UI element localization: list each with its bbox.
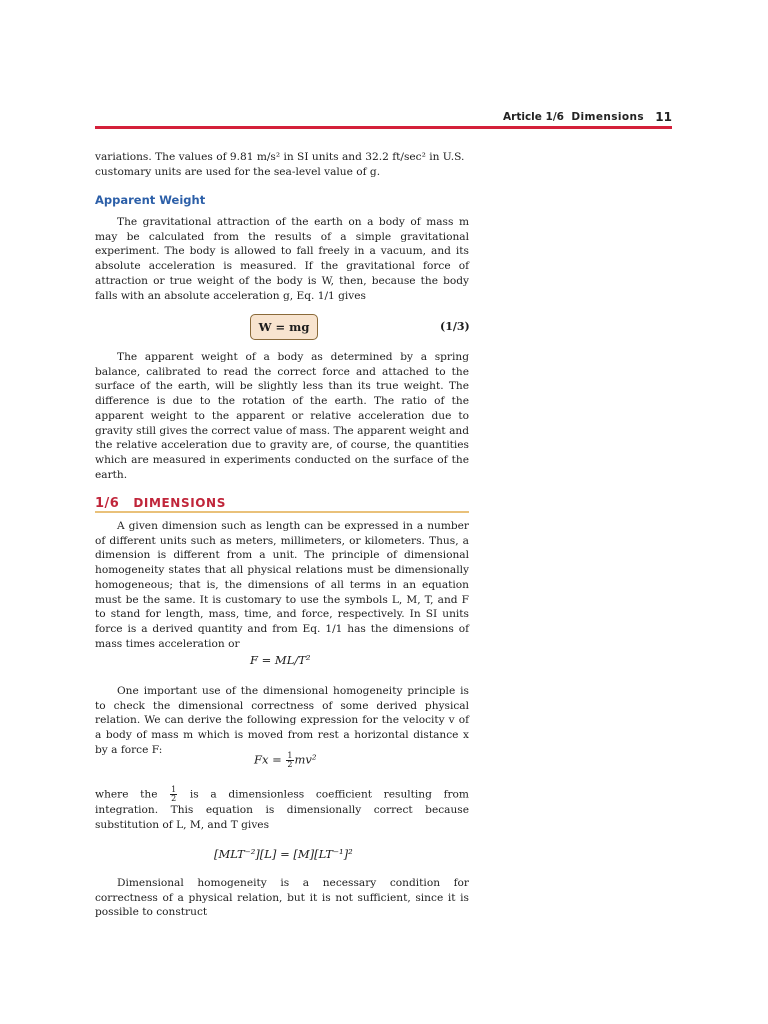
intro-line-2: customary units are used for the sea-level value of g. xyxy=(95,165,381,178)
intro-line-1: variations. The values of 9.81 m/s² in SI units and 32.2 ft/sec² in U.S. xyxy=(95,151,465,163)
page-number: 11 xyxy=(655,110,672,124)
fraction xyxy=(286,752,293,769)
article-label: Article 1/6 xyxy=(503,111,564,123)
section-heading xyxy=(95,496,469,511)
equation-work-energy xyxy=(254,752,317,769)
inline-fraction xyxy=(170,786,177,803)
para3-pre: where the xyxy=(95,788,158,801)
paragraph xyxy=(95,786,469,832)
paragraph: One important use of the dimensional homogeneity principle is to check the dimensional correctness of some derived physical relation. We can derive the following expression for the velocity v of a body of mass m which is moved from rest a horizontal distance x by a force F: xyxy=(95,685,469,756)
section-rule xyxy=(95,511,469,513)
eq-left: Fx = xyxy=(254,752,282,767)
paragraph: A given dimension such as length can be expressed in a number of different units such as meters, millimeters, or kilometers. Thus, a dimension is different from a unit. The principle of dimensional homogeneity states that all physical relations must be dimensionally homogeneous; that is, the dimensions of all terms in an equation must be the same. It is customary to use the symbols L, M, T, and F to stand for length, mass, time, and force, respectively. In SI units force is a derived quantity and from Eq. 1/1 has the dimensions of mass times acceleration or xyxy=(95,520,469,650)
para3-post: is a dimensionless coefficient resulting from integration. This equation is dimensionally correct because substitution of L, M, and T gives xyxy=(95,788,469,831)
dimensions-para-1 xyxy=(95,519,469,651)
header-rule xyxy=(95,126,672,129)
paragraph: The apparent weight of a body as determined by a spring balance, calibrated to read the correct force and attached to the surface of the earth, will be slightly less than its true weight. The difference is due to the rotation of the earth. The ratio of the apparent weight to the apparent or relative acceleration due to gravity still gives the correct value of mass. The apparent weight and the relative acceleration due to gravity are, of course, the quantities which are measured in experiments conducted on the surface of the earth. xyxy=(95,351,469,481)
equation-box: W = mg xyxy=(250,314,318,340)
paragraph: Dimensional homogeneity is a necessary condition for correctness of a physical relation, but it is not sufficient, since it is possible to construct xyxy=(95,877,469,919)
equation-dimensional-check: [MLT⁻²][L] = [M][LT⁻¹]² xyxy=(214,847,353,861)
dimensions-para-3 xyxy=(95,786,469,832)
equation-dimensions-force: F = ML/T² xyxy=(250,653,311,667)
section-title: DIMENSIONS xyxy=(133,496,226,510)
paragraph: The gravitational attraction of the earth on a body of mass m may be calculated from the results of a simple gravitational experiment. The body is allowed to fall freely in a vacuum, and its absolute acceleration is measured. If the gravitational force of attraction or true weight of the body is W, then, because the body falls with an absolute acceleration g, Eq. 1/1 gives xyxy=(95,216,469,302)
eq-right: mv² xyxy=(294,752,317,767)
apparent-weight-para-1 xyxy=(95,215,469,303)
fraction-numerator: 1 xyxy=(287,751,293,760)
intro-text xyxy=(95,150,469,179)
inline-fraction-denominator: 2 xyxy=(171,794,177,803)
dimensions-para-2 xyxy=(95,684,469,758)
fraction-denominator: 2 xyxy=(287,760,293,769)
apparent-weight-heading: Apparent Weight xyxy=(95,193,206,207)
dimensions-para-4 xyxy=(95,876,469,920)
section-number: 1/6 xyxy=(95,496,120,511)
inline-fraction-numerator: 1 xyxy=(171,785,177,794)
equation-number: (1/3) xyxy=(440,320,470,333)
header-title: Dimensions xyxy=(571,111,644,123)
apparent-weight-para-2 xyxy=(95,350,469,482)
